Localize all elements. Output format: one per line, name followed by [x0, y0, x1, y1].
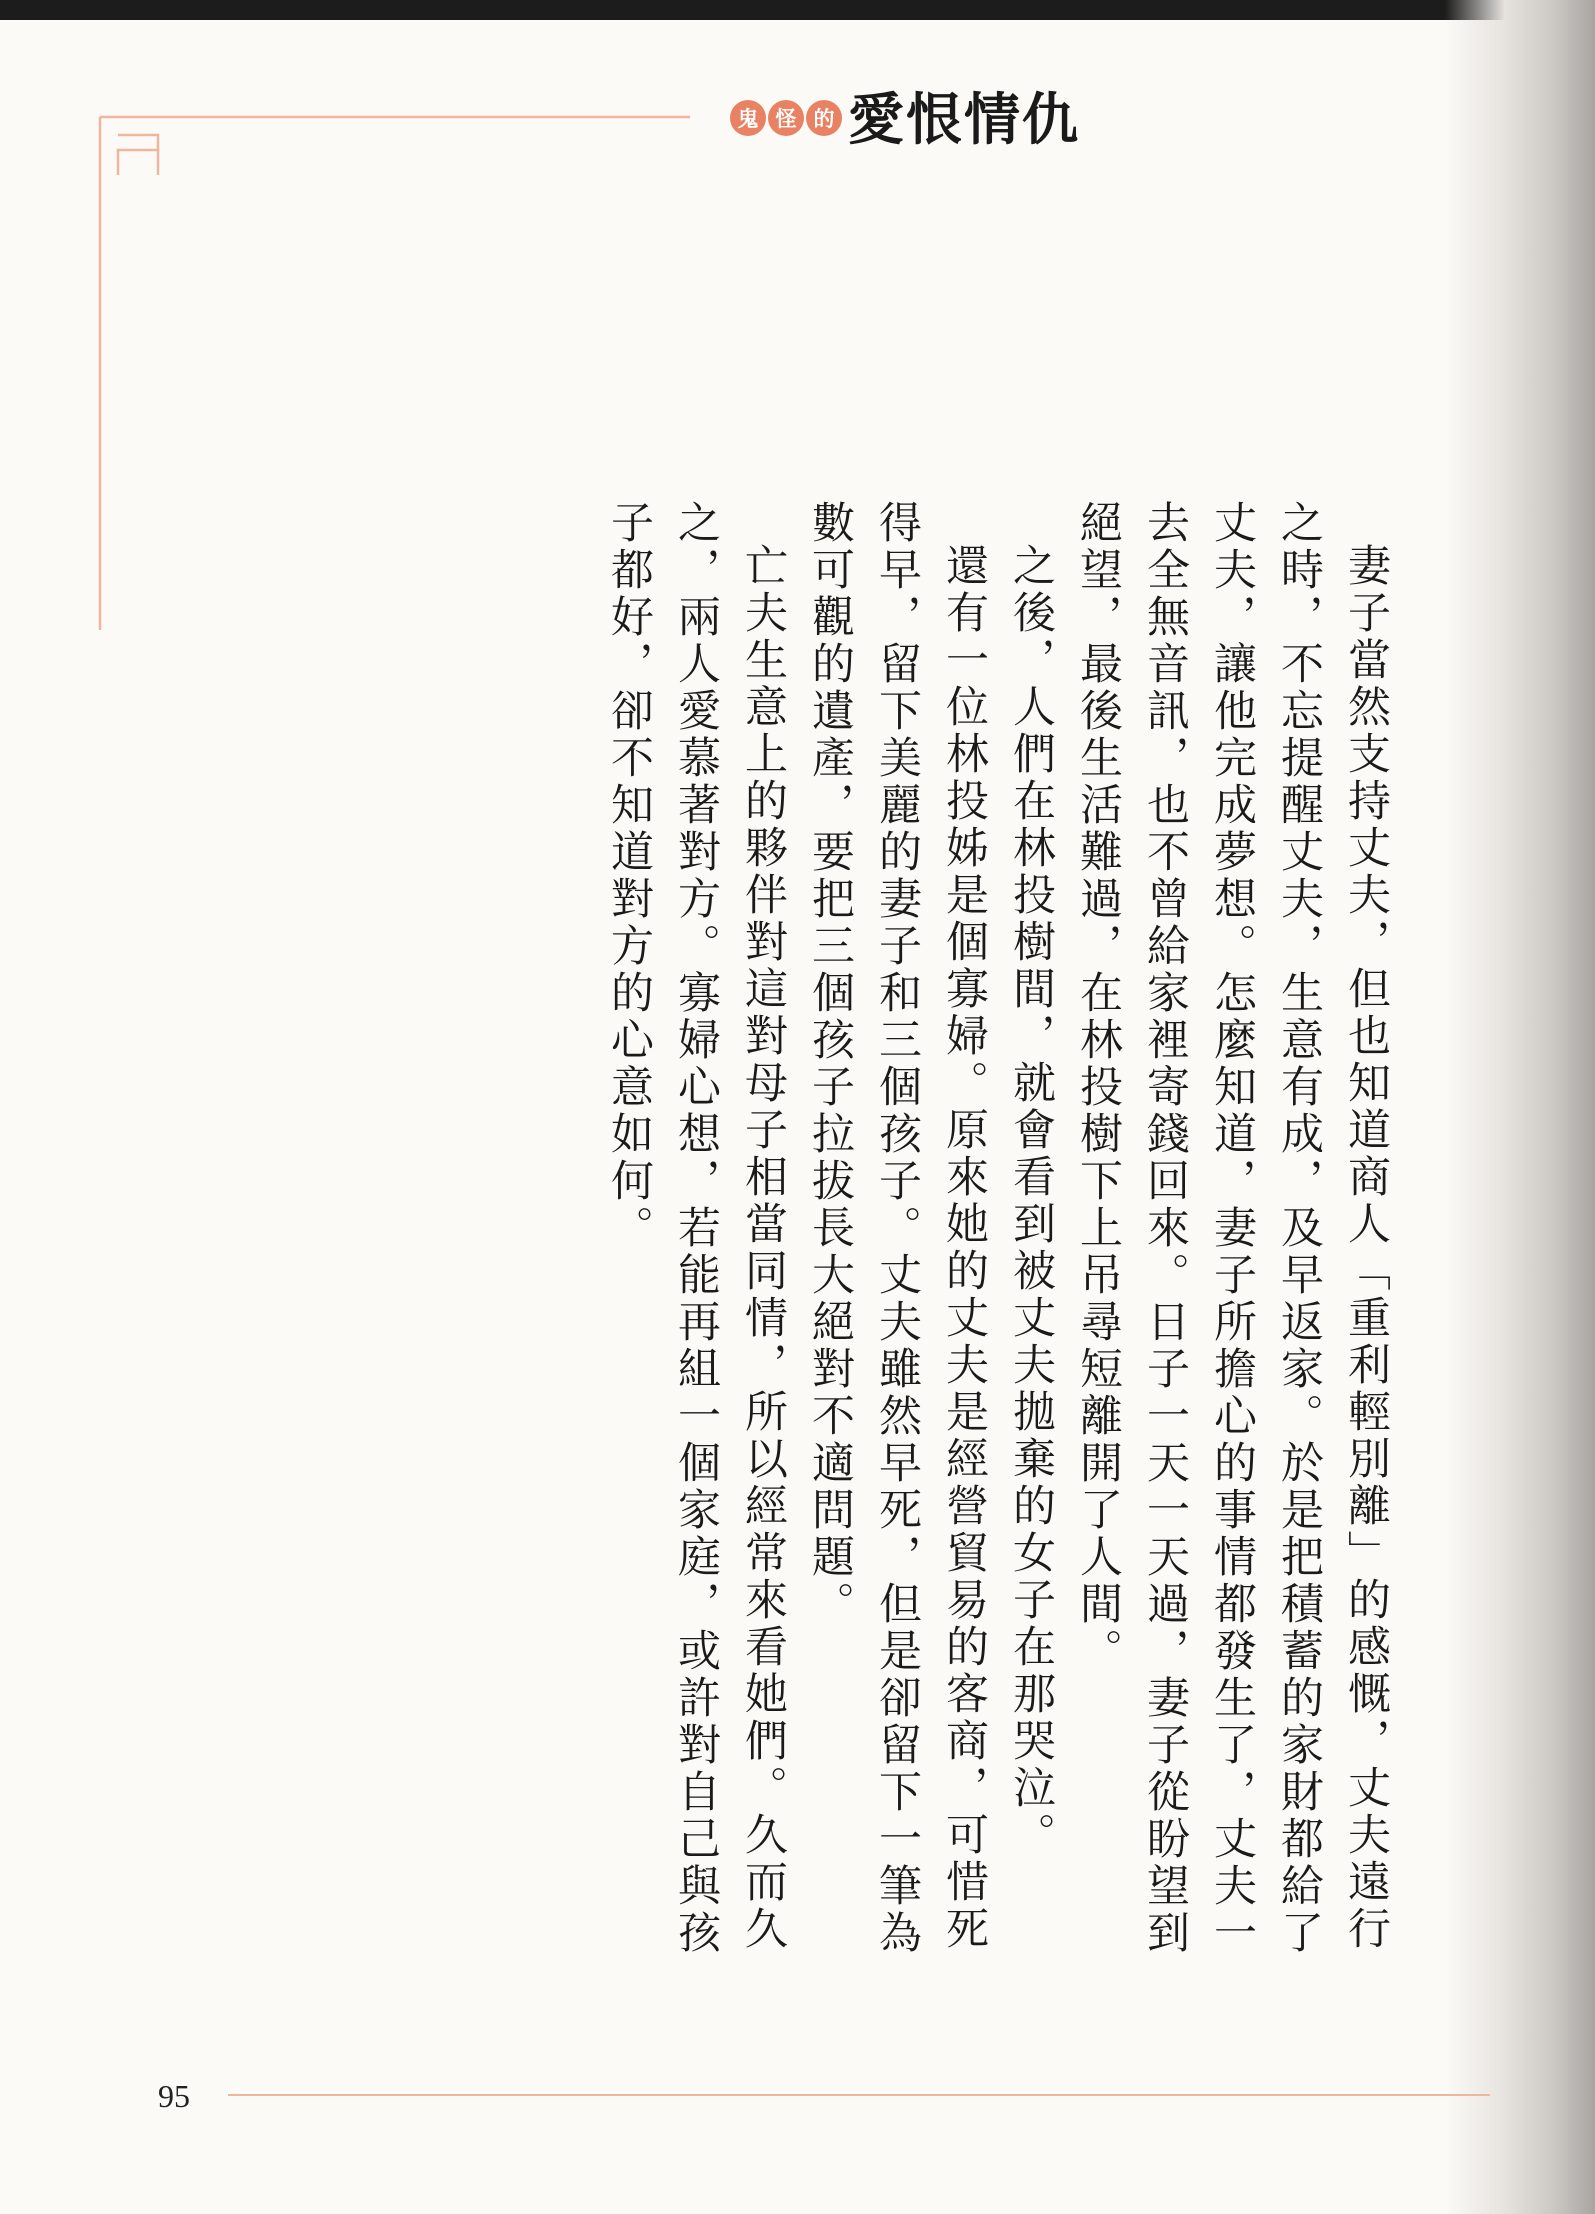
page-number: 95	[158, 2078, 190, 2114]
footer-rule	[228, 2094, 1490, 2096]
paragraph: 之後，人們在林投樹間，就會看到被丈夫拋棄的女子在那哭泣。	[1006, 543, 1056, 1859]
paragraph: 還有一位林投姊是個寡婦。原來她的丈夫是經營貿易的客商，可惜死得早，留下美麗的妻子和三個孩子。丈夫雖然早死，但是卻留下一筆為數可觀的遺產，要把三個孩子拉拔長大絕對不適問題。	[805, 500, 989, 1957]
paragraph: 亡夫生意上的夥伴對這對母子相當同情，所以經常來看她們。久而久之，兩人愛慕著對方。寡婦心想，若能再組一個家庭，或許對自己與孩子都好，卻不知道對方的心意如何。	[604, 500, 788, 1957]
header-badge-guai: 怪	[768, 100, 804, 136]
header-badge-de: 的	[806, 100, 842, 136]
paragraph: 妻子當然支持丈夫，但也知道商人「重利輕別離」的感慨，丈夫遠行之時，不忘提醒丈夫，生意有成，及早返家。於是把積蓄的家財都給了丈夫，讓他完成夢想。怎麼知道，妻子所擔心的事情都發生了，丈夫一去全無音訊，也不曾給家裡寄錢回來。日子一天一天過，妻子從盼望到絕望，最後生活難過，在林投樹下上吊尋短離開了人間。	[1073, 500, 1391, 1957]
book-title-header	[730, 70, 1090, 180]
header-title: 愛恨情仇	[848, 88, 1080, 153]
vertical-body-text	[595, 500, 1399, 1960]
header-badge-gui: 鬼	[730, 100, 766, 136]
